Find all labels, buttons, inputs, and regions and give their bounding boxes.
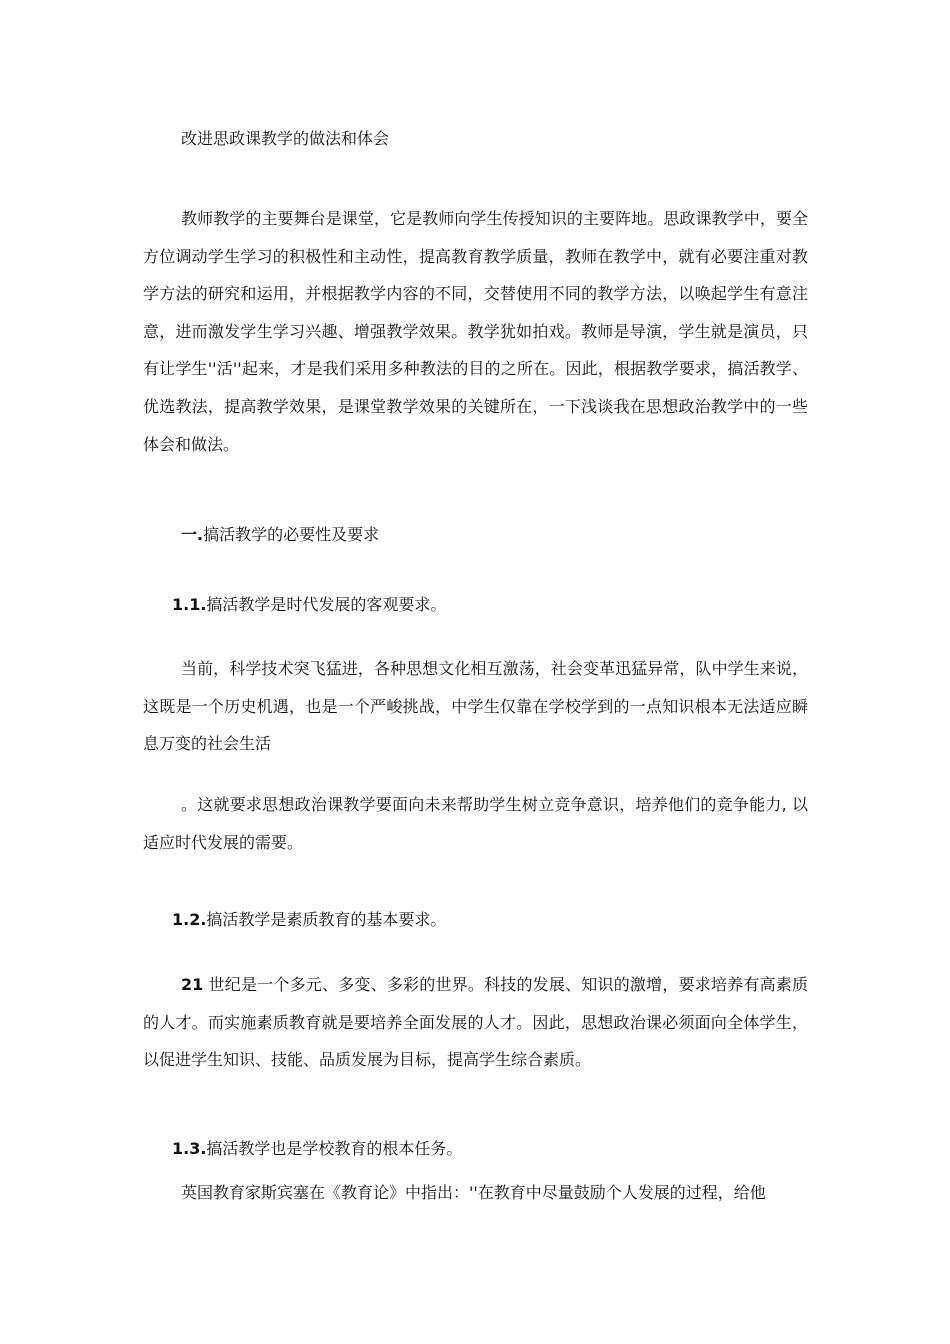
section-1-2-heading <box>172 909 446 931</box>
section-1-2-paragraph <box>143 966 808 1079</box>
section-1-1-paragraph-b: 。这就要求思想政治课教学要面向未来帮助学生树立竞争意识，培养他们的竞争能力, 以适应时代发展的需要。 <box>143 795 808 852</box>
section-1-1-title: 搞活教学是时代发展的客观要求。 <box>206 595 447 614</box>
section-1-1-number: 1.1. <box>172 595 207 614</box>
section-1-3-number: 1.3. <box>172 1139 207 1158</box>
document-title: 改进思政课教学的做法和体会 <box>181 129 390 148</box>
section-1-title: 搞活教学的必要性及要求 <box>203 525 380 544</box>
intro-paragraph: 教师教学的主要舞台是课堂，它是教师向学生传授知识的主要阵地。思政课教学中，要全方位调动学生学习的积极性和主动性，提高教育教学质量，教师在教学中，就有必要注重对教学方法的研究和运用，并根据教学内容的不同，交替使用不同的教学方法，以唤起学生有意注意，进而激发学生学习兴趣、增强教学效果。教学犹如拍戏。教师是导演，学生就是演员，只有让学生''活''起来，才是我们采用多种教法的目的之所在。因此，根据教学要求，搞活教学、优选教法，提高教学效果，是课堂教学效果的关键所在，一下浅谈我在思想政治教学中的一些体会和做法。 <box>143 209 808 454</box>
section-1-3-heading <box>172 1138 462 1160</box>
section-1-3-paragraph: 英国教育家斯宾塞在《教育论》中指出：''在教育中尽量鼓励个人发展的过程，给他 <box>181 1183 766 1202</box>
section-1-2-text: 世纪是一个多元、多变、多彩的世界。科技的发展、知识的激增，要求培养有高素质的人才。而实施素质教育就是要培养全面发展的人才。因此，思想政治课必须面向全体学生，以促进学生知识、技能、品质发展为目标，提高学生综合素质。 <box>143 975 808 1070</box>
section-1-heading <box>181 524 379 546</box>
section-1-2-lead-number: 21 <box>181 975 204 994</box>
section-1-2-number: 1.2. <box>172 910 207 929</box>
section-1-number: 一. <box>181 525 204 544</box>
section-1-3-title: 搞活教学也是学校教育的根本任务。 <box>206 1139 463 1158</box>
section-1-1-heading <box>172 594 446 616</box>
section-1-2-title: 搞活教学是素质教育的基本要求。 <box>206 910 447 929</box>
section-1-1-paragraph-a: 当前，科学技术突飞猛进，各种思想文化相互激荡，社会变革迅猛异常，队中学生来说，这既是一个历史机遇，也是一个严峻挑战，中学生仅靠在学校学到的一点知识根本无法适应瞬息万变的社会生活 <box>143 659 808 754</box>
